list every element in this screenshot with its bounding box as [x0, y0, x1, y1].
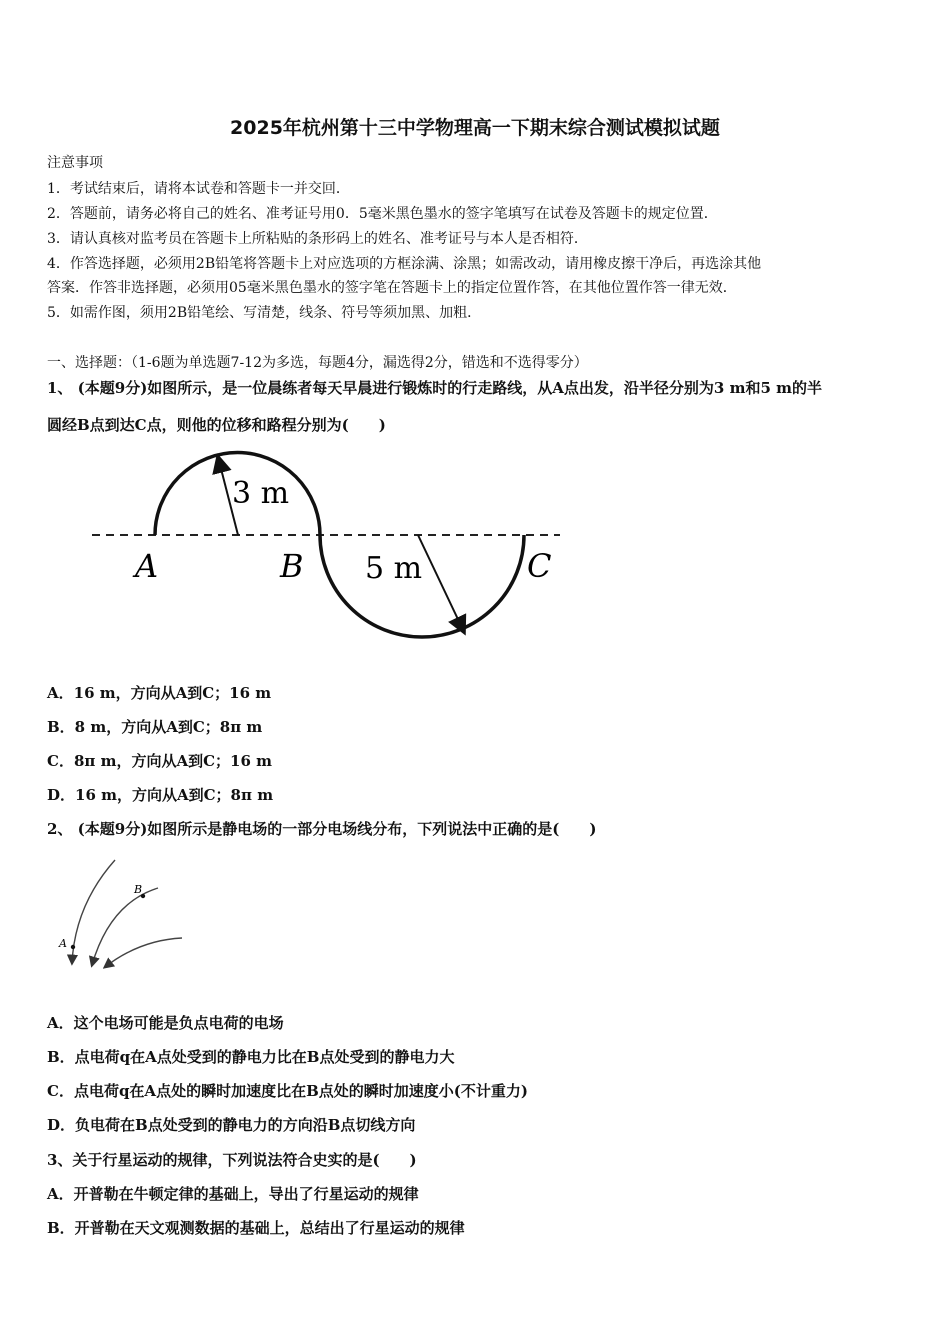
- q1-option-d: D．16 m，方向从A到C；8π m: [47, 786, 274, 804]
- q1-option-c: C．8π m，方向从A到C；16 m: [47, 752, 272, 770]
- notice-item: 5．如需作图，须用2B铅笔绘、写清楚，线条、符号等须加黑、加粗．: [47, 305, 482, 321]
- q2-option-a: A．这个电场可能是负点电荷的电场: [47, 1014, 284, 1032]
- radius-arrow-5m: [418, 535, 464, 632]
- notice-heading: 注意事项: [47, 155, 103, 171]
- q2-option-c: C．点电荷q在A点处的瞬时加速度比在B点处的瞬时加速度小(不计重力): [47, 1082, 528, 1100]
- q3-option-b: B．开普勒在天文观测数据的基础上，总结出了行星运动的规律: [47, 1219, 465, 1237]
- q1-option-a: A．16 m，方向从A到C；16 m: [47, 684, 272, 702]
- point-C-label: C: [527, 547, 552, 585]
- point-B-label: B: [134, 883, 143, 896]
- point-A: [71, 945, 75, 949]
- q2-option-b: B．点电荷q在A点处受到的静电力比在B点处受到的静电力大: [47, 1048, 455, 1066]
- label-5m: 5 m: [365, 551, 423, 586]
- section-heading: 一、选择题：（1-6题为单选题7-12为多选，每题4分，漏选得2分，错选和不选得零分）: [47, 355, 588, 371]
- notice-item: 3．请认真核对监考员在答题卡上所粘贴的条形码上的姓名、准考证号与本人是否相符．: [47, 231, 588, 247]
- field-line: [105, 938, 182, 967]
- label-3m: 3 m: [232, 476, 290, 511]
- question-2-stem: 2、 (本题9分)如图所示是静电场的一部分电场线分布，下列说法中正确的是( ): [47, 820, 597, 838]
- q2-option-d: D．负电荷在B点处受到的静电力的方向沿B点切线方向: [47, 1116, 416, 1134]
- question-1-stem-line2: 圆经B点到达C点，则他的位移和路程分别为( ): [47, 416, 386, 434]
- q1-option-b: B．8 m，方向从A到C；8π m: [47, 718, 263, 736]
- field-lines-diagram: [50, 855, 200, 980]
- path-diagram: [80, 445, 580, 650]
- notice-item: 2．答题前，请务必将自己的姓名、准考证号用0．5毫米黑色墨水的签字笔填写在试卷及答题卡的规定位置．: [47, 206, 718, 222]
- field-line: [72, 860, 115, 963]
- notice-item: 答案．作答非选择题，必须用05毫米黑色墨水的签字笔在答题卡上的指定位置作答，在其他位置作答一律无效．: [47, 280, 737, 296]
- point-B-label: B: [280, 547, 304, 585]
- page-title: 2025年杭州第十三中学物理高一下期末综合测试模拟试题: [230, 117, 720, 139]
- q3-option-a: A．开普勒在牛顿定律的基础上，导出了行星运动的规律: [47, 1185, 419, 1203]
- point-A-label: A: [59, 937, 67, 950]
- notice-item: 1．考试结束后，请将本试卷和答题卡一并交回．: [47, 181, 350, 197]
- notice-item: 4．作答选择题，必须用2B铅笔将答题卡上对应选项的方框涂满、涂黑；如需改动，请用橡皮擦干净后，再选涂其他: [47, 256, 762, 272]
- question-1-stem-line1: 1、 (本题9分)如图所示，是一位晨练者每天早晨进行锻炼时的行走路线，从A点出发，沿半径分别为3 m和5 m的半: [47, 379, 822, 397]
- question-3-stem: 3、关于行星运动的规律，下列说法符合史实的是( ): [47, 1151, 417, 1169]
- point-A-label: A: [135, 547, 159, 585]
